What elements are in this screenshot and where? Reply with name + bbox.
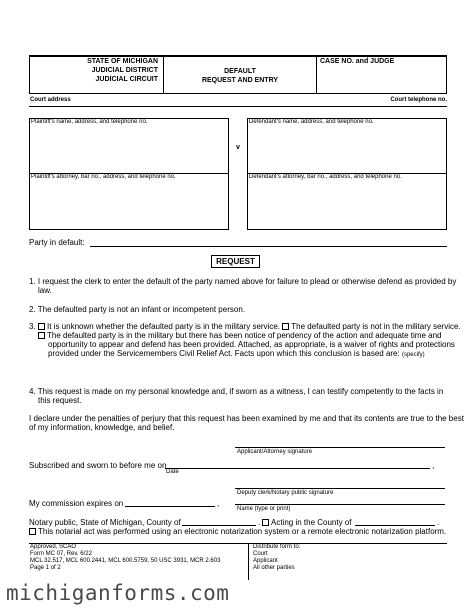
footer-left — [30, 544, 220, 572]
in-military-label: The defaulted party is in the military but there has been notice of pendency of the action and adequate time and — [47, 331, 442, 340]
court-name-line-3: JUDICIAL CIRCUIT — [95, 76, 158, 83]
sworn-date-period: , — [432, 461, 435, 470]
date-label: Date — [166, 469, 179, 475]
defendant-attorney-label: Defendant's attorney, bar no., address, and telephone no. — [249, 174, 402, 180]
footer-page: Page 1 of 2 — [30, 565, 61, 571]
plaintiff-attorney-box[interactable] — [29, 173, 229, 230]
acting-county-line[interactable] — [355, 525, 435, 526]
court-name-line-2: JUDICIAL DISTRICT — [91, 67, 158, 74]
commission-date-line[interactable] — [125, 506, 215, 507]
form-title-line-2: REQUEST AND ENTRY — [201, 77, 279, 84]
notary-county-period: . — [258, 518, 261, 527]
specify-label: (specify) — [401, 352, 425, 358]
commission-comma: , — [217, 499, 220, 508]
distribute-label: Distribute form to: — [253, 544, 301, 550]
party-in-default-label: Party in default: — [29, 238, 85, 247]
item-3-number: 3. — [29, 322, 36, 331]
plaintiff-attorney-label: Plaintiff's attorney, bar no., address, and telephone no. — [31, 174, 176, 180]
footer-form-number: Form MC 07, Rev. 6/22 — [30, 551, 92, 557]
declaration-line-1: I declare under the penalties of perjury that this request has been examined by me and that its contents are true to the best — [29, 414, 464, 423]
distribute-applicant: Applicant — [253, 558, 278, 564]
not-military-label: The defaulted party is not in the military service. — [291, 322, 461, 331]
footer-separator — [248, 544, 249, 580]
electronic-notarization-row — [29, 527, 446, 537]
item-1-line-1: 1. I request the clerk to enter the default of the party named above for failure to plead or otherwise defend as provided by — [29, 277, 457, 286]
unknown-military-label: It is unknown whether the defaulted party is in the military service. — [47, 322, 280, 331]
party-in-default-line[interactable] — [90, 246, 447, 247]
court-address-line[interactable] — [29, 106, 447, 107]
sworn-date-line[interactable] — [165, 468, 430, 469]
acting-county-label: Acting in the County of — [271, 518, 352, 527]
in-military-checkbox[interactable] — [38, 332, 45, 339]
unknown-military-checkbox[interactable] — [38, 323, 45, 330]
case-number-label: CASE NO. and JUDGE — [320, 58, 395, 65]
item-1-line-2: law. — [38, 286, 52, 295]
applicant-signature-line[interactable] — [235, 447, 445, 448]
defendant-label: Defendant's name, address, and telephone no. — [249, 119, 374, 125]
item-2: 2. The defaulted party is not an infant or incompetent person. — [29, 305, 245, 314]
watermark: michiganforms.com — [6, 581, 230, 605]
defendant-box[interactable] — [247, 118, 447, 174]
deputy-signature-line[interactable] — [235, 488, 445, 489]
notary-county-line[interactable] — [182, 525, 256, 526]
footer-statutes: MCL 32.517, MCL 600.2441, MCL 600.5759, 50 USC 3931, MCR 2.603 — [30, 558, 221, 564]
electronic-notarization-checkbox[interactable] — [29, 528, 36, 535]
versus-label: v — [236, 144, 240, 151]
form-title-line-1: DEFAULT — [224, 68, 256, 75]
commission-label: My commission expires on — [29, 499, 124, 508]
electronic-notarization-label: This notarial act was performed using an electronic notarization system or a remote electronic notarization platform. — [38, 527, 447, 536]
acting-county-period: . — [437, 518, 440, 527]
distribute-court: Court — [253, 551, 268, 557]
court-phone-label: Court telephone no. — [390, 97, 447, 103]
declaration-line-2: of my information, knowledge, and belief. — [29, 423, 175, 432]
name-label: Name (type or print) — [237, 506, 291, 512]
acting-county-checkbox[interactable] — [262, 519, 269, 526]
plaintiff-box[interactable] — [29, 118, 229, 174]
notary-county-label: Notary public, State of Michigan, County of — [29, 518, 181, 527]
defendant-attorney-box[interactable] — [247, 173, 447, 230]
request-heading: REQUEST — [211, 255, 260, 268]
distribute-other-parties: All other parties — [253, 565, 295, 571]
name-line[interactable] — [235, 504, 445, 505]
item-3-option-c-line-2: opportunity to appear and defend has been provided. Attached, as appropriate, is a waiver of rights and protections — [48, 340, 455, 349]
deputy-signature-label: Deputy clerk/Notary public signature — [237, 490, 334, 496]
item-4-line-2: this request. — [38, 396, 82, 405]
footer-right — [253, 544, 300, 572]
court-address-label: Court address — [30, 97, 71, 103]
court-name-line-1: STATE OF MICHIGAN — [87, 58, 158, 65]
applicant-signature-label: Applicant/Attorney signature — [237, 449, 313, 455]
item-4-line-1: 4. This request is made on my personal knowledge and, if sworn as a witness, I can testify competently to the facts in — [29, 387, 444, 396]
item-3-option-c-line-3 — [48, 349, 425, 359]
footer-approved: Approved, SCAO — [30, 544, 77, 550]
plaintiff-label: Plaintiff's name, address, and telephone no. — [31, 119, 148, 125]
facts-label: provided under the Servicemembers Civil Relief Act. Facts upon which this conclusion is based are: — [48, 349, 400, 358]
not-military-checkbox[interactable] — [282, 323, 289, 330]
sworn-label: Subscribed and sworn to before me on — [29, 461, 167, 470]
